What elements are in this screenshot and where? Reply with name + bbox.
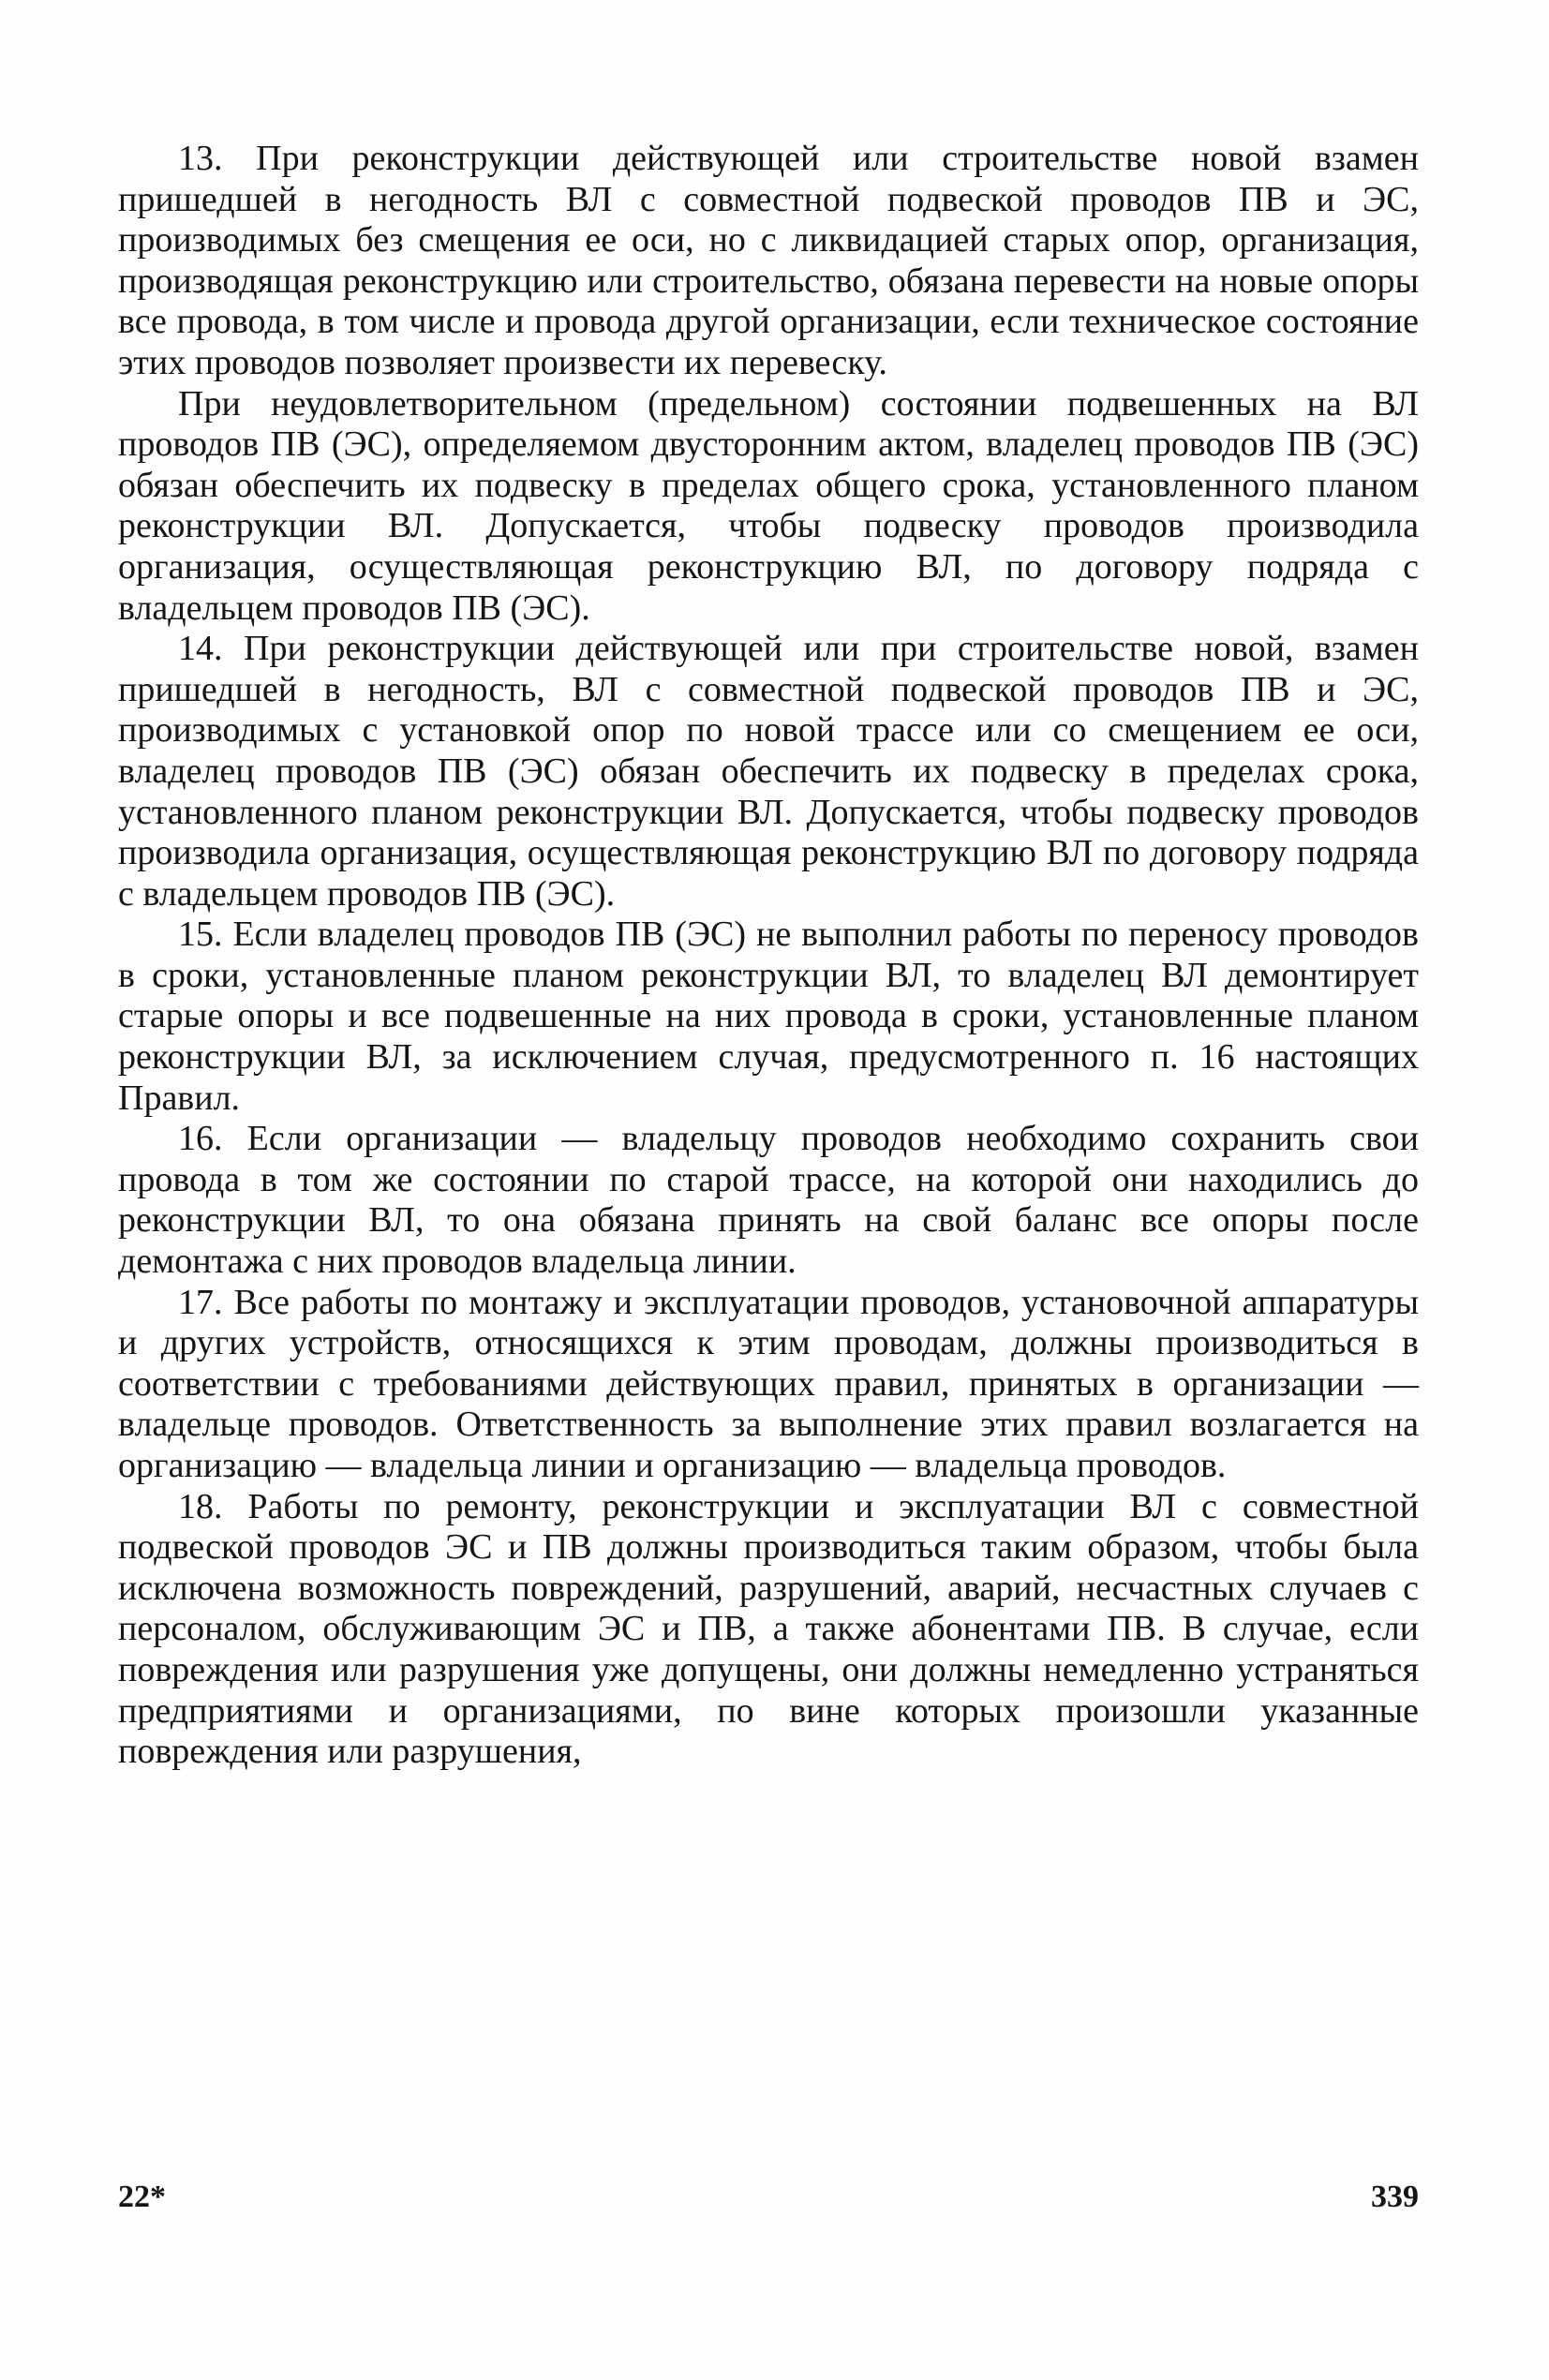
paragraph-13-continuation: При неудовлетворительном (предельном) состоянии подвешенных на ВЛ проводов ПВ (ЭС), определяемом двусторонним актом, владелец проводов ПВ (ЭС) обязан обеспечить их подвеску в пределах общего срока, установленного планом реконструкции ВЛ. Допускается, чтобы подвеску проводов производила организация, осуществляющая реконструкцию ВЛ, по договору подряда с владельцем проводов ПВ (ЭС).	[118, 383, 1419, 628]
paragraph-13: 13. При реконструкции действующей или строительстве новой взамен пришедшей в негодность ВЛ с совместной подвеской проводов ПВ и ЭС, производимых без смещения ее оси, но с ликвидацией старых опор, организация, производящая реконструкцию или строительство, обязана перевести на новые опоры все провода, в том числе и провода другой организации, если техническое состояние этих проводов позволяет произвести их перевеску.	[118, 139, 1419, 382]
paragraph-18: 18. Работы по ремонту, реконструкции и эксплуатации ВЛ с совместной подвеской проводов ЭС и ПВ должны производиться таким образом, чтобы была исключена возможность повреждений, разрушений, аварий, несчастных случаев с персоналом, обслуживающим ЭС и ПВ, а также абонентами ПВ. В случае, если повреждения или разрушения уже допущены, они должны немедленно устраняться предприятиями и организациями, по вине которых произошли указанные повреждения или разрушения,	[118, 1486, 1419, 1772]
paragraph-14: 14. При реконструкции действующей или при строительстве новой, взамен пришедшей в негодность, ВЛ с совместной подвеской проводов ПВ и ЭС, производимых с установкой опор по новой трассе или со смещением ее оси, владелец проводов ПВ (ЭС) обязан обеспечить их подвеску в пределах срока, установленного планом реконструкции ВЛ. Допускается, чтобы подвеску проводов производила организация, осуществляющая реконструкцию ВЛ по договору подряда с владельцем проводов ПВ (ЭС).	[118, 629, 1419, 914]
page-footer	[118, 2179, 1419, 2226]
body-text	[118, 139, 1419, 1773]
printer-signature: 22*	[118, 2179, 166, 2214]
paragraph-15: 15. Если владелец проводов ПВ (ЭС) не выполнил работы по переносу проводов в сроки, установленные планом реконструкции ВЛ, то владелец ВЛ демонтирует старые опоры и все подвешенные на них провода в сроки, установленные планом реконструкции ВЛ, за исключением случая, предусмотренного п. 16 настоящих Правил.	[118, 915, 1419, 1118]
page-number: 339	[1371, 2179, 1419, 2214]
paragraph-16: 16. Если организации — владельцу проводов необходимо сохранить свои провода в том же состоянии по старой трассе, на которой они находились до реконструкции ВЛ, то она обязана принять на свой баланс все опоры после демонтажа с них проводов владельца линии.	[118, 1119, 1419, 1282]
paragraph-17: 17. Все работы по монтажу и эксплуатации проводов, установочной аппаратуры и других устройств, относящихся к этим проводам, должны производиться в соответствии с требованиями действующих правил, принятых в организации — владельце проводов. Ответственность за выполнение этих правил возлагается на организацию — владельца линии и организацию — владельца проводов.	[118, 1282, 1419, 1485]
